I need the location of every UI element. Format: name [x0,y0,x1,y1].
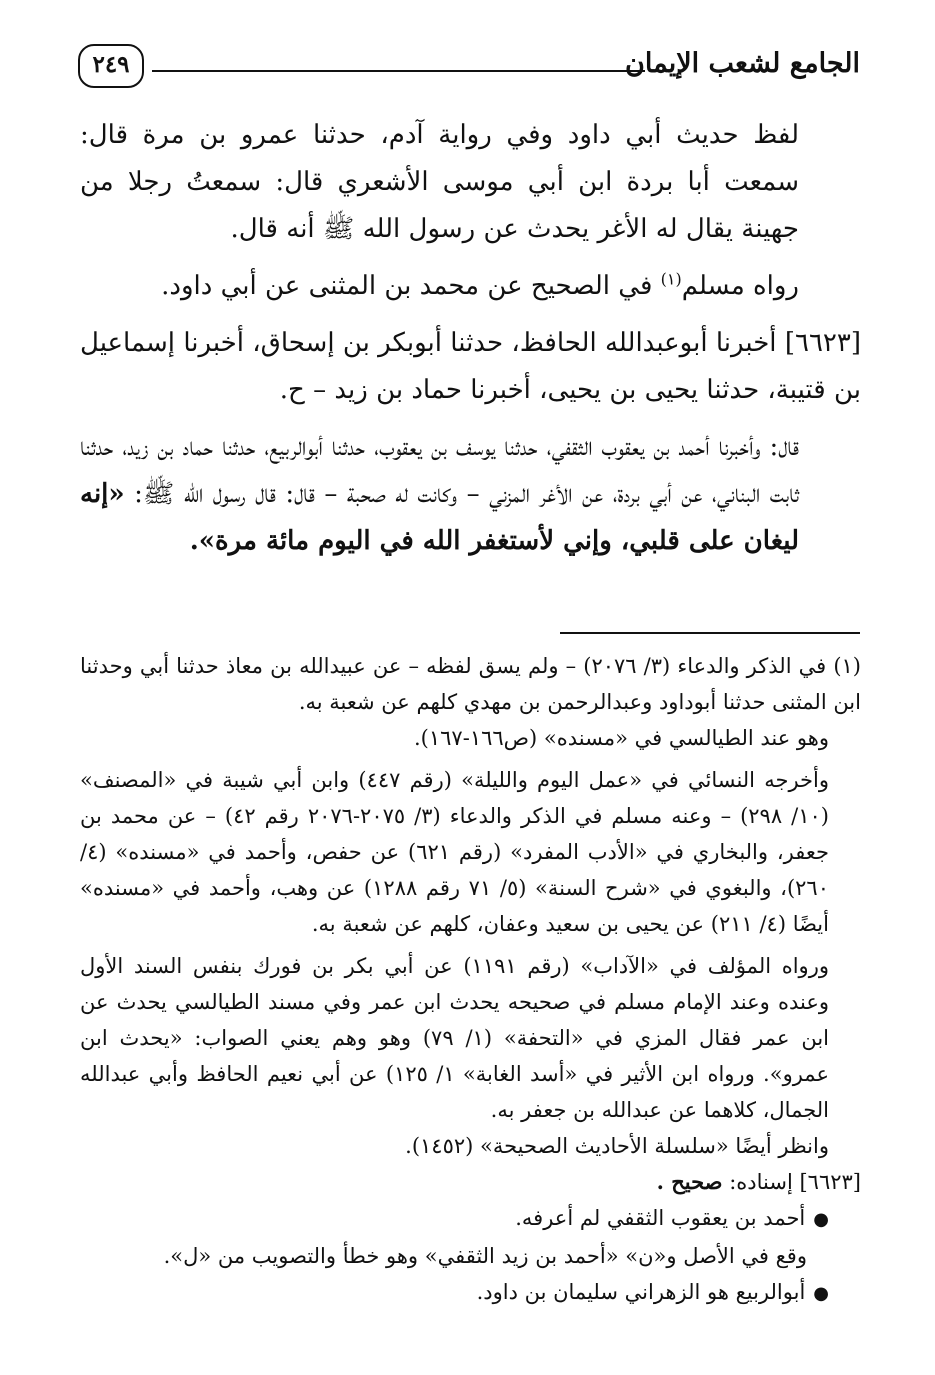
isnad-value: صحيح . [656,1169,723,1194]
footnote-1: (١) في الذكر والدعاء (٣/ ٢٠٧٦) – ولم يسق لفظه – عن عبيدالله بن معاذ حدثنا أبي وحدثنا ابن المثنى حدثنا أبوداود وعبدالرحمن بن مهدي كلهم عن شعبة به. [80,654,861,714]
footnote-1-adab: ورواه المؤلف في «الآداب» (رقم ١١٩١) عن أبي بكر بن فورك بنفس السند الأول وعنده وعند الإمام مسلم في صحيحه يحدث ابن عمر وفي مسند الطيالسي يحدث عن ابن عمر فقال المزي في «التحفة» (١/ ٧٩) وهو وهم يعني الصواب: «يحدث ابن عمرو». ورواه ابن الأثير في «أسد الغابة» ١/ ١٢٥) عن أبي نعيم الحافظ وأبي عبدالله الجمال، كلاهما عن عبدالله بن جعفر به. [80,954,829,1122]
paragraph-1: لفظ حديث أبي داود وفي رواية آدم، حدثنا عمرو بن مرة قال: سمعت أبا بردة ابن أبي موسى الأشعري قال: سمعتُ رجلا من جهينة يقال له الأغر يحدث عن رسول الله ﷺ أنه قال. [80,120,799,244]
page-number: ٢٤٩ [78,44,144,88]
bullet-icon: ● [813,1209,829,1230]
paragraph-2 [80,263,861,310]
main-text [80,112,861,565]
hadith-entry [80,320,861,414]
paragraph-2-pre: رواه مسلم [681,271,799,301]
page-header [78,40,860,98]
header-rule [152,70,645,72]
bullet-item-1-note: وقع في الأصل و«ن» «أحمد بن زيد الثقفي» وهو خطأ والتصويب من «ل». [163,1244,807,1268]
bullet-item-2 [80,1274,861,1312]
footnote-1-tayalisi: وهو عند الطيالسي في «مسنده» (ص١٦٦-١٦٧). [414,726,829,750]
footnote-separator [560,632,860,634]
hadith-isnad: أخبرنا أبوعبدالله الحافظ، حدثنا أبوبكر بن إسحاق، أخبرنا إسماعيل بن قتيبة، حدثنا يحيى بن يحيى، أخبرنا حماد بن زيد – ح. [80,328,861,405]
isnad-number: [٦٦٢٣] [799,1170,861,1194]
bullet-item-2-text: أبوالربيع هو الزهراني سليمان بن داود. [476,1280,806,1304]
footnote-ref-1: (١) [660,269,682,289]
paragraph-4-text: قال: وأخبرنا أحمد بن يعقوب الثقفي، حدثنا يوسف بن يعقوب، حدثنا أبوالربيع، حدثنا حماد بن زيد، حدثنا ثابت البناني، عن أبي بردة، عن الأغر المزني – وكانت له صحبة – قال: قال رسول الله ﷺ: [80,432,799,509]
footnote-1-silsila: وانظر أيضًا «سلسلة الأحاديث الصحيحة» (١٤٥٢). [405,1134,829,1158]
footnote-1-takhrij: وأخرجه النسائي في «عمل اليوم والليلة» (رقم ٤٤٧) وابن أبي شيبة في «المصنف» (١٠/ ٢٩٨) – وعنه مسلم في الذكر والدعاء (٣/ ٢٠٧٥-٢٠٧٦ رقم ٤٢) – عن محمد بن جعفر، والبخاري في «الأدب المفرد» (رقم ٦٢١) عن حفص، وأحمد في «مسنده» (٤/ ٢٦٠)، والبغوي في «شرح السنة» (٥/ ٧١ رقم ١٢٨٨) عن وهب، وأحمد في «مسنده» أيضًا (٤/ ٢١١) عن يحيى بن سعيد وعفان، كلهم عن شعبة به. [80,768,829,936]
bullet-item-1 [80,1200,861,1238]
running-title: الجامع لشعب الإيمان [625,48,860,79]
bullet-item-1-text: أحمد بن يعقوب الثقفي لم أعرفه. [515,1206,806,1230]
footnotes [80,648,861,1312]
paragraph-4 [80,424,861,565]
isnad-label: إسناده: [722,1170,800,1194]
hadith-number: [٦٦٢٣] [784,328,861,358]
bullet-icon: ● [813,1283,829,1304]
hadith-matn: «إنه ليغان على قلبي، وإني لأستغفر الله في اليوم مائة مرة». [80,479,799,556]
isnad-grade [80,1164,861,1200]
paragraph-2-post: في الصحيح عن محمد بن المثنى عن أبي داود. [161,271,661,301]
